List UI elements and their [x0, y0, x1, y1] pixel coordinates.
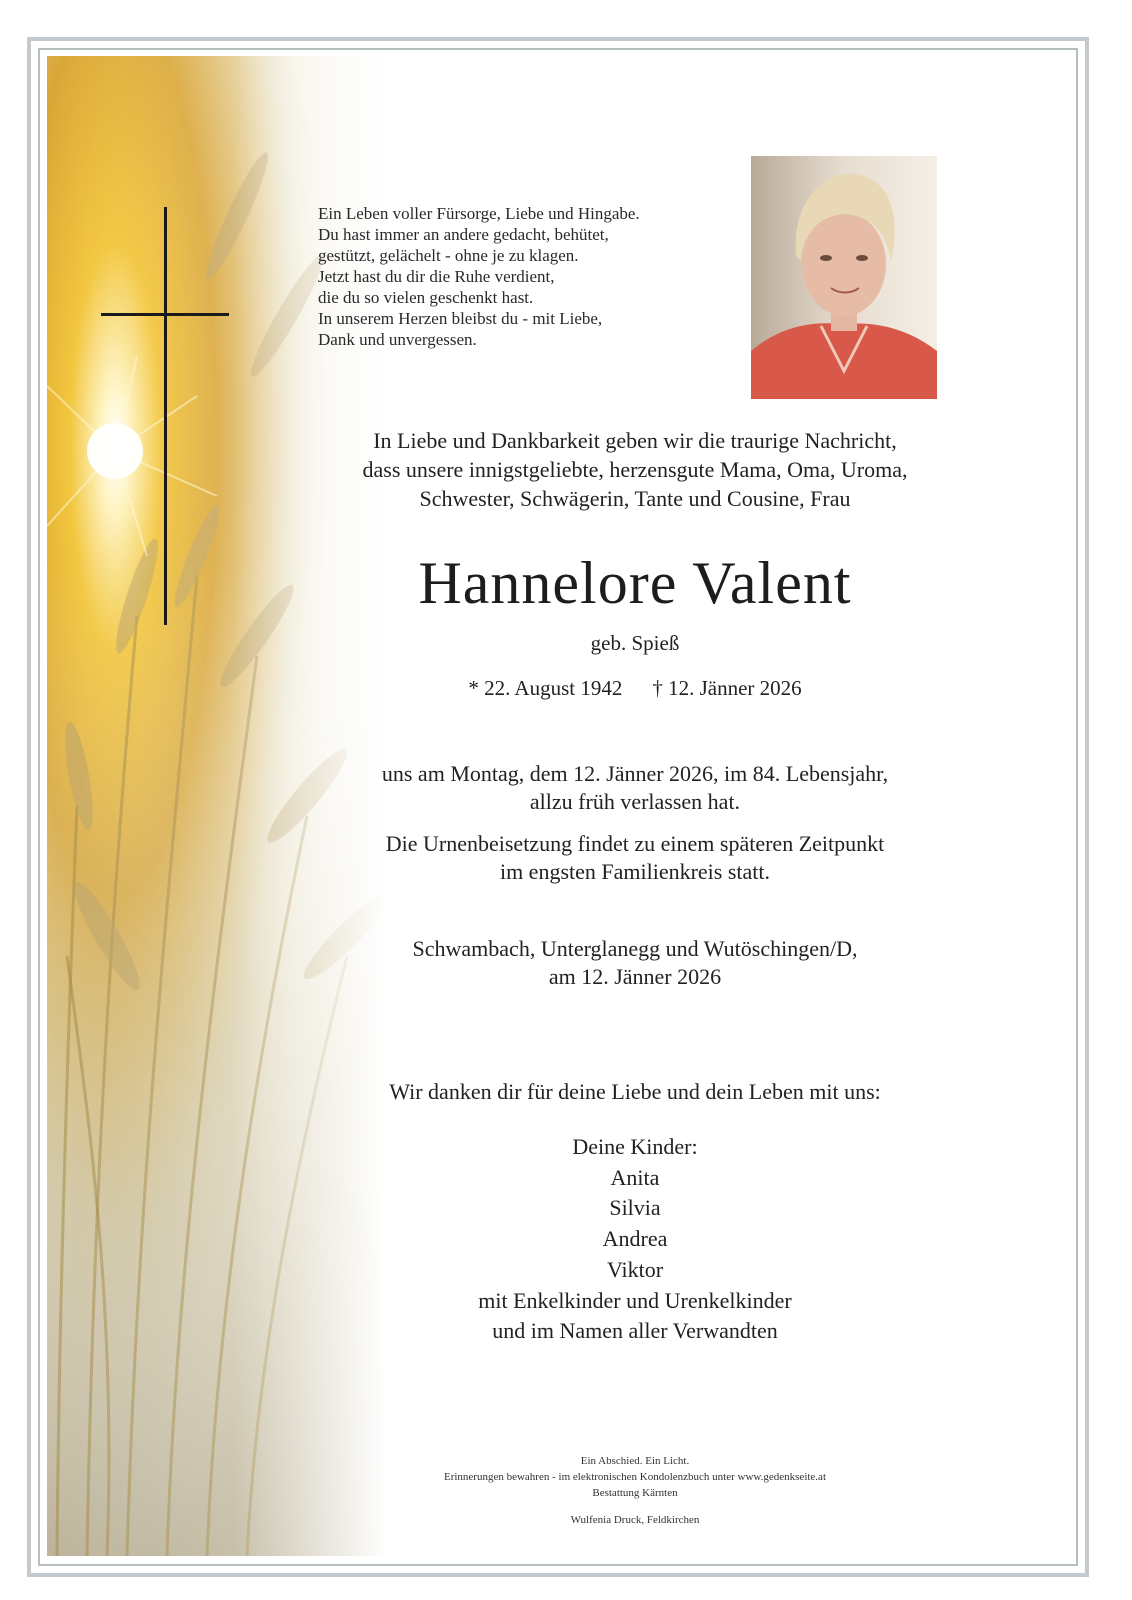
poem-line: Dank und unvergessen. [318, 330, 477, 349]
memorial-poem [318, 203, 718, 350]
deceased-name: Hannelore Valent [418, 550, 852, 616]
cross-horizontal-beam [101, 313, 229, 316]
passing-line: allzu früh verlassen hat. [529, 789, 741, 814]
place-line: Schwambach, Unterglanegg und Wutöschingen/D, [412, 936, 858, 961]
poem-line: Jetzt hast du dir die Ruhe verdient, [318, 267, 555, 286]
footer [330, 1453, 940, 1528]
birth-name: geb. Spieß [590, 631, 680, 655]
passing-line: uns am Montag, dem 12. Jänner 2026, im 84. Lebensjahr, [381, 761, 889, 786]
intro-line: dass unsere innigstgeliebte, herzensgute Mama, Oma, Uroma, [362, 457, 908, 482]
footer-printer: Wulfenia Druck, Feldkirchen [570, 1514, 700, 1526]
footer-undertaker: Bestattung Kärnten [592, 1487, 678, 1499]
poem-line: In unserem Herzen bleibst du - mit Liebe, [318, 309, 603, 328]
burial-line: Die Urnenbeisetzung findet zu einem späteren Zeitpunkt [385, 831, 885, 856]
family-list [330, 1132, 940, 1347]
portrait-photo [751, 156, 937, 399]
poem-line: die du so vielen geschenkt hast. [318, 288, 534, 307]
footer-slogan: Ein Abschied. Ein Licht. [580, 1455, 690, 1467]
poem-line: Ein Leben voller Fürsorge, Liebe und Hingabe. [318, 204, 640, 223]
poem-line: gestützt, gelächelt - ohne je zu klagen. [318, 246, 579, 265]
birth-date: * 22. August 1942 [468, 676, 623, 700]
burial-notice [330, 830, 940, 886]
cross-vertical-beam [164, 207, 167, 625]
passing-statement [330, 760, 940, 816]
family-line: Deine Kinder: [572, 1134, 698, 1159]
family-line: Anita [610, 1164, 660, 1190]
poem-line: Du hast immer an andere gedacht, behütet, [318, 225, 609, 244]
place-and-date [330, 935, 940, 991]
death-date: † 12. Jänner 2026 [652, 676, 802, 700]
announcement-intro [330, 426, 940, 513]
thanks-statement: Wir danken dir für deine Liebe und dein Leben mit uns: [389, 1079, 881, 1104]
intro-line: In Liebe und Dankbarkeit geben wir die traurige Nachricht, [373, 428, 897, 453]
family-line: Andrea [602, 1226, 668, 1252]
life-dates [330, 675, 940, 701]
burial-line: im engsten Familienkreis statt. [499, 859, 771, 884]
family-line: Silvia [609, 1195, 661, 1221]
date-line: am 12. Jänner 2026 [548, 964, 722, 989]
family-line: und im Namen aller Verwandten [492, 1318, 778, 1344]
footer-condolence-link[interactable]: Erinnerungen bewahren - im elektronischen Kondolenzbuch unter www.gedenkseite.at [443, 1471, 826, 1483]
intro-line: Schwester, Schwägerin, Tante und Cousine, Frau [419, 486, 851, 511]
family-line: mit Enkelkinder und Urenkelkinder [478, 1287, 792, 1313]
family-line: Viktor [606, 1256, 664, 1282]
cross-icon [101, 207, 229, 625]
